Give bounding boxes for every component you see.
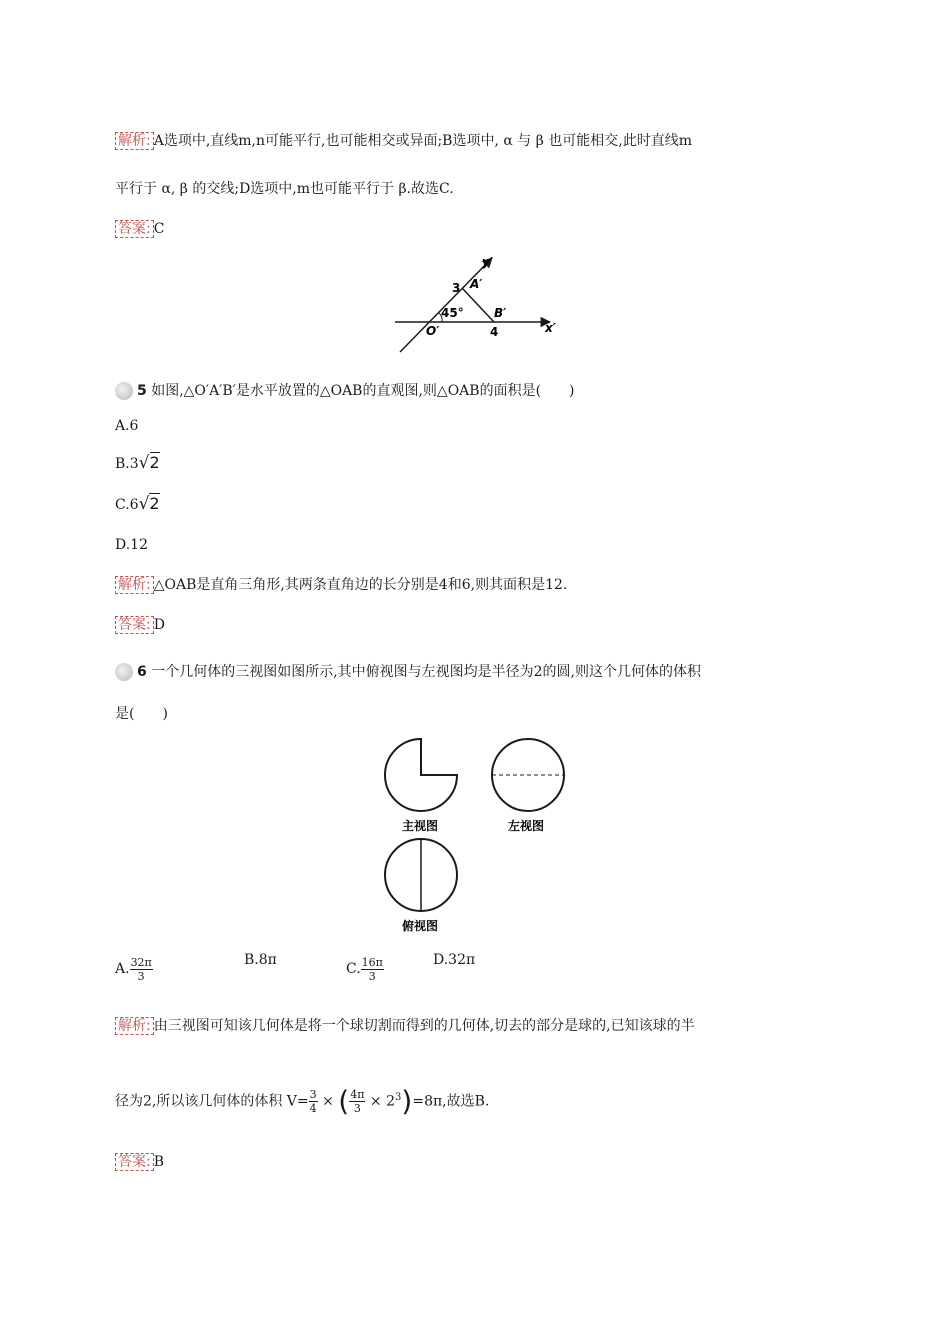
point-a-label: A′	[470, 277, 483, 291]
right-paren-icon: )	[401, 1084, 413, 1118]
q6-option-b: B.8π	[244, 952, 277, 968]
q5-option-b	[115, 453, 160, 474]
q5-number: 5	[137, 383, 147, 399]
q6-analysis-prefix: 径为2,所以该几何体的体积 V=	[115, 1093, 309, 1110]
q6-fraction-3-4-den: 4	[309, 1102, 317, 1116]
sqrt-icon: √	[138, 494, 150, 514]
q6-number: 6	[137, 664, 147, 680]
question-bullet-icon	[115, 663, 133, 681]
q5-stem-text: 如图,△O′A′B′是水平放置的△OAB的直观图,则△OAB的面积是( )	[151, 383, 575, 399]
q6-option-c-numerator: 16π	[361, 955, 383, 969]
q6-option-a-numerator: 32π	[130, 955, 152, 969]
q6-analysis-line1	[115, 1016, 695, 1036]
q6-stem-text1: 一个几何体的三视图如图所示,其中俯视图与左视图均是半径为2的圆,则这个几何体的体积	[151, 664, 702, 680]
q6-analysis-line2	[115, 1080, 489, 1120]
q6-fraction-4pi-3-num: 4π	[350, 1088, 365, 1102]
q4-analysis-line2: 平行于 α, β 的交线;D选项中,m也可能平行于 β.故选C.	[115, 181, 454, 197]
q5-option-b-radicand: 2	[149, 453, 160, 472]
tick-4-label: 4	[490, 325, 499, 339]
q6-option-a-fraction	[130, 956, 153, 983]
q6-analysis-suffix: =8π,故选B.	[412, 1093, 490, 1110]
q6-fraction-3-4-num: 3	[309, 1088, 317, 1102]
origin-label: O′	[426, 324, 440, 338]
q6-stem-line1	[115, 662, 701, 682]
q6-fraction-4pi-3-den: 3	[353, 1102, 361, 1116]
q6-option-c-fraction	[361, 956, 384, 983]
left-paren-icon: (	[338, 1084, 350, 1118]
sqrt-icon: √	[138, 453, 150, 473]
power-exponent: 3	[395, 1092, 402, 1103]
answer-tag: 答案:	[115, 1153, 154, 1171]
times-sign: ×	[322, 1093, 334, 1110]
three-views-figure	[378, 735, 578, 940]
q6-fraction-4pi-3	[349, 1088, 365, 1115]
q5-answer-value: D	[153, 617, 165, 633]
front-view-label: 主视图	[402, 819, 439, 833]
q6-analysis-text1: 由三视图可知该几何体是将一个球切割而得到的几何体,切去的部分是球的,已知该球的半	[153, 1018, 695, 1034]
angle-label: 45°	[441, 306, 464, 320]
q6-option-c	[346, 953, 384, 985]
point-b-label: B′	[494, 306, 507, 320]
y-axis-label: y′	[482, 255, 493, 269]
analysis-tag: 解析:	[115, 132, 154, 150]
x-axis-label: x′	[545, 321, 556, 335]
q6-answer-value: B	[153, 1154, 165, 1170]
power-base: 2	[386, 1093, 396, 1110]
q6-option-a-denominator: 3	[137, 969, 145, 983]
q6-option-d: D.32π	[433, 952, 476, 968]
q5-option-b-prefix: B.3	[115, 456, 139, 472]
q5-option-c-prefix: C.6	[115, 497, 139, 513]
q6-option-a	[115, 953, 153, 985]
question-bullet-icon	[115, 382, 133, 400]
answer-tag: 答案:	[115, 616, 154, 634]
q4-analysis-text1: A选项中,直线m,n可能平行,也可能相交或异面;B选项中, α 与 β 也可能相交,此时直线m	[153, 133, 692, 149]
oblique-triangle-figure	[390, 250, 570, 358]
q4-analysis-line1	[115, 131, 692, 151]
left-view-label: 左视图	[508, 819, 545, 833]
q5-option-d: D.12	[115, 537, 148, 553]
segment-a-b	[462, 288, 494, 322]
q6-fraction-3-4	[309, 1088, 318, 1115]
q6-answer	[115, 1152, 164, 1172]
q5-stem	[115, 381, 575, 401]
times-sign: ×	[369, 1093, 382, 1110]
q4-answer-value: C	[153, 221, 165, 237]
q5-option-c-radicand: 2	[149, 494, 160, 513]
q5-answer	[115, 615, 165, 635]
front-view-shape	[385, 739, 457, 811]
analysis-tag: 解析:	[115, 1017, 154, 1035]
analysis-tag: 解析:	[115, 576, 154, 594]
q5-option-c	[115, 494, 160, 515]
top-view-label: 俯视图	[402, 919, 439, 933]
tick-3-label: 3	[452, 281, 461, 295]
q5-analysis	[115, 575, 567, 595]
q6-option-c-prefix: C.	[346, 961, 361, 977]
q5-analysis-text: △OAB是直角三角形,其两条直角边的长分别是4和6,则其面积是12.	[153, 577, 568, 593]
q6-stem-line2: 是( )	[115, 706, 168, 722]
answer-tag: 答案:	[115, 220, 154, 238]
q6-option-c-denominator: 3	[368, 969, 376, 983]
q4-answer	[115, 219, 164, 239]
q6-option-a-prefix: A.	[115, 961, 130, 977]
q5-option-a: A.6	[115, 418, 139, 434]
